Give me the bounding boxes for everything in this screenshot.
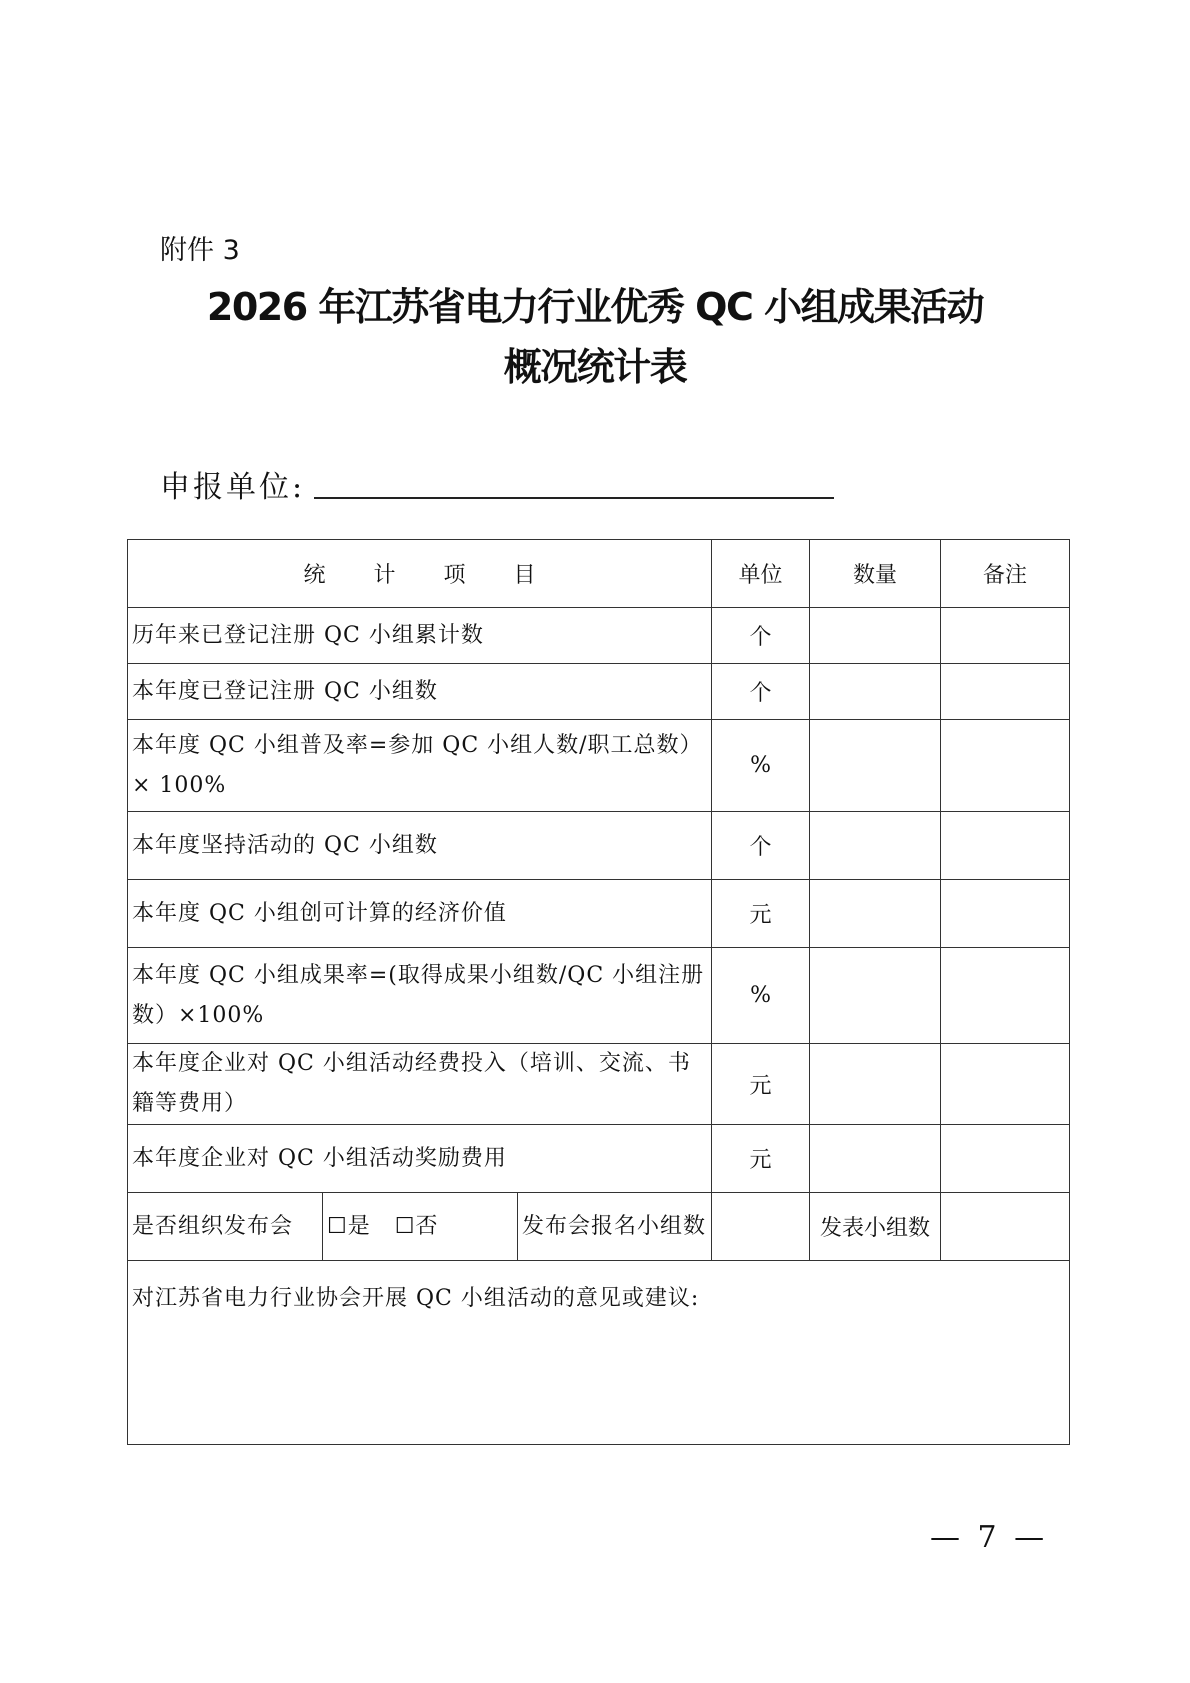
applicant-label: 申报单位: [160, 470, 306, 505]
checkbox-icon: ☐ [327, 1213, 348, 1239]
row-remarks-cell[interactable] [941, 948, 1070, 1044]
table-row [128, 608, 1070, 664]
row-remarks-cell[interactable] [941, 880, 1070, 948]
row-remarks-cell[interactable] [941, 812, 1070, 880]
row-item: 本年度 QC 小组成果率=(取得成果小组数/QC 小组注册数）×100% [128, 948, 712, 1044]
yes-option[interactable] [327, 1214, 371, 1239]
row-unit: 元 [712, 1044, 810, 1125]
row-quantity-cell[interactable] [810, 812, 941, 880]
row-remarks-cell[interactable] [941, 1044, 1070, 1125]
header-item-char: 项 [443, 563, 466, 588]
presented-groups-value[interactable] [941, 1193, 1070, 1261]
row-quantity-cell[interactable] [810, 608, 941, 664]
table-row [128, 948, 1070, 1044]
row-unit: 元 [712, 880, 810, 948]
yes-option-label: 是 [347, 1213, 371, 1239]
row-quantity-cell[interactable] [810, 1125, 941, 1193]
presented-groups-label: 发表小组数 [810, 1193, 941, 1261]
attachment-label: 附件 3 [160, 235, 240, 266]
table-row [128, 720, 1070, 812]
row-quantity-cell[interactable] [810, 948, 941, 1044]
document-title-line2: 概况统计表 [503, 345, 687, 389]
header-item-char: 目 [513, 563, 536, 588]
header-unit: 单位 [712, 540, 810, 608]
page-number: — 7 — [930, 1520, 1049, 1555]
row-unit: 元 [712, 1125, 810, 1193]
table-row [128, 880, 1070, 948]
suggestions-label: 对江苏省电力行业协会开展 QC 小组活动的意见或建议: [132, 1286, 700, 1311]
row-item: 历年来已登记注册 QC 小组累计数 [128, 608, 712, 664]
statistics-table [127, 539, 1070, 1445]
row-unit: 个 [712, 664, 810, 720]
row-quantity-cell[interactable] [810, 720, 941, 812]
row-remarks-cell[interactable] [941, 1125, 1070, 1193]
row-remarks-cell[interactable] [941, 664, 1070, 720]
registered-groups-value[interactable] [712, 1193, 810, 1261]
table-row [128, 664, 1070, 720]
no-option-label: 否 [415, 1213, 439, 1239]
suggestions-row [128, 1261, 1070, 1445]
row-item: 本年度 QC 小组创可计算的经济价值 [128, 880, 712, 948]
row-unit: 个 [712, 812, 810, 880]
meeting-row [128, 1193, 1070, 1261]
meeting-label: 是否组织发布会 [128, 1193, 323, 1261]
checkbox-icon: ☐ [394, 1213, 416, 1239]
row-remarks-cell[interactable] [941, 608, 1070, 664]
row-quantity-cell[interactable] [810, 664, 941, 720]
table-row [128, 812, 1070, 880]
applicant-field[interactable] [314, 497, 834, 499]
row-unit: % [712, 720, 810, 812]
header-row [128, 540, 1070, 608]
row-item: 本年度企业对 QC 小组活动经费投入（培训、交流、书籍等费用） [128, 1044, 712, 1125]
row-quantity-cell[interactable] [810, 880, 941, 948]
row-item: 本年度已登记注册 QC 小组数 [128, 664, 712, 720]
suggestions-field[interactable] [128, 1261, 1070, 1445]
header-item [128, 540, 712, 608]
row-item: 本年度企业对 QC 小组活动奖励费用 [128, 1125, 712, 1193]
row-quantity-cell[interactable] [810, 1044, 941, 1125]
row-remarks-cell[interactable] [941, 720, 1070, 812]
header-remarks: 备注 [941, 540, 1070, 608]
meeting-options [323, 1193, 518, 1261]
header-item-char: 计 [373, 563, 396, 588]
header-item-char: 统 [303, 563, 326, 588]
row-unit: 个 [712, 608, 810, 664]
row-item: 本年度 QC 小组普及率=参加 QC 小组人数/职工总数）× 100% [128, 720, 712, 812]
no-option[interactable] [395, 1214, 439, 1239]
table-row [128, 1125, 1070, 1193]
row-item: 本年度坚持活动的 QC 小组数 [128, 812, 712, 880]
row-unit: % [712, 948, 810, 1044]
table-row [128, 1044, 1070, 1125]
document-title-line1: 2026 年江苏省电力行业优秀 QC 小组成果活动 [206, 285, 984, 329]
registered-groups-label: 发布会报名小组数 [518, 1193, 712, 1261]
header-quantity: 数量 [810, 540, 941, 608]
